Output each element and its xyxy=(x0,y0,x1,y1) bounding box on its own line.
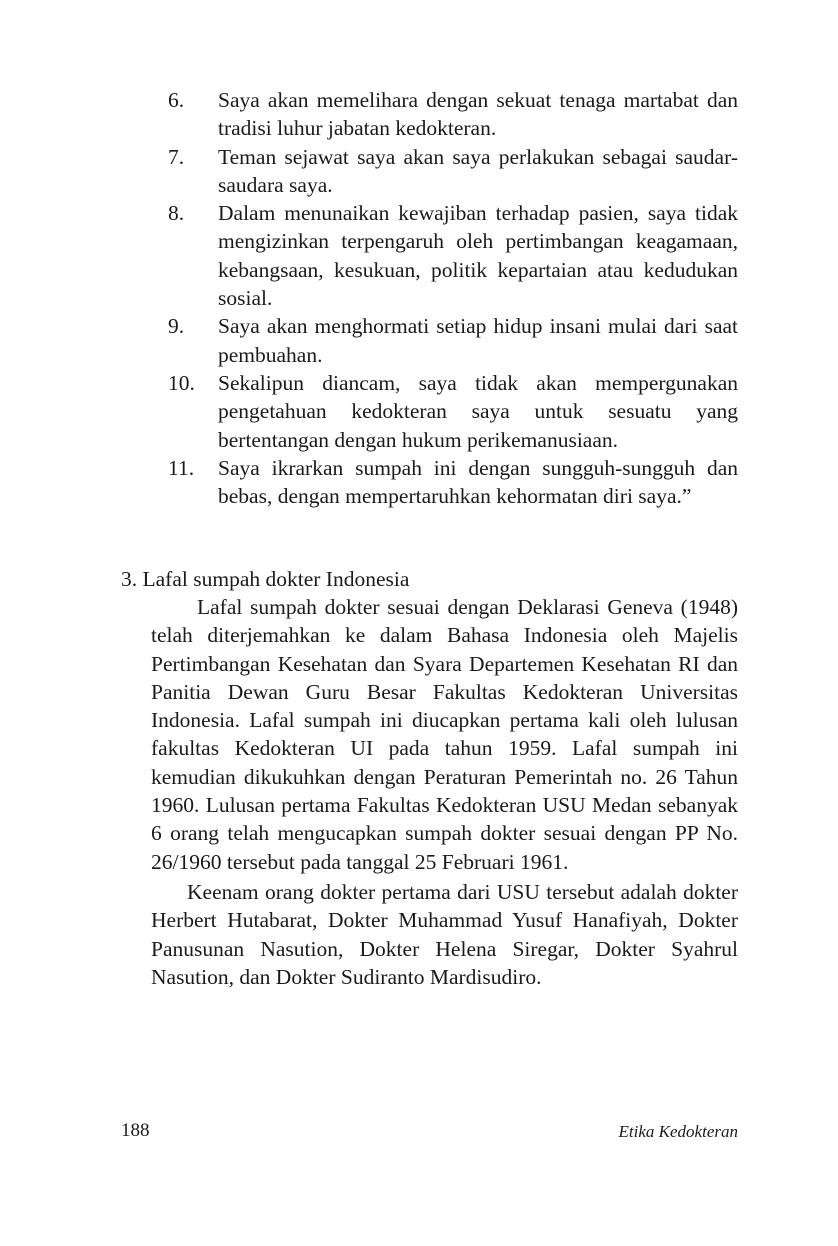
list-item xyxy=(168,86,738,143)
list-item-text: Sekalipun diancam, saya tidak akan mempergunakan pengetahuan kedokteran saya untuk sesuatu yang bertentangan dengan hukum perikemanusiaan. xyxy=(218,370,738,452)
page-number: 188 xyxy=(121,1120,150,1141)
list-item-text: Saya akan memelihara dengan sekuat tenaga martabat dan tradisi luhur jabatan kedokteran. xyxy=(218,88,738,141)
list-item-text: Saya akan menghormati setiap hidup insani mulai dari saat pembuahan. xyxy=(218,314,738,367)
list-item-text: Saya ikrarkan sumpah ini dengan sungguh-sungguh dan bebas, dengan mempertaruhkan kehormatan diri saya.” xyxy=(218,455,738,509)
paragraph: Lafal sumpah dokter sesuai dengan Deklarasi Geneva (1948) telah diterjemahkan ke dalam Bahasa Indonesia oleh Majelis Pertimbangan Kesehatan dan Syara Departemen Kesehatan RI dan Panitia Dewan Guru Besar Fakultas Kedokteran Universitas Indonesia. Lafal sumpah ini diucapkan pertama kali oleh lulusan fakultas Kedokteran UI pada tahun 1959. Lafal sumpah ini kemudian dikukuhkan dengan Peraturan Pemerintah no. 26 Tahun 1960. Lulusan pertama Fakultas Kedokteran USU Medan sebanyak 6 orang telah mengucapkan sumpah dokter sesuai dengan PP No. 26/1960 tersebut pada tanggal 25 Februari 1961. xyxy=(151,595,738,874)
paragraph: Keenam orang dokter pertama dari USU tersebut adalah dokter Herbert Hutabarat, Dokter Muhammad Yusuf Hanafiyah, Dokter Panusunan Nasution, Dokter Helena Siregar, Dokter Syahrul Nasution, dan Dokter Sudiranto Mardisudiro. xyxy=(151,879,738,989)
list-item xyxy=(168,312,738,369)
list-item xyxy=(168,369,738,454)
list-item-number: 9. xyxy=(168,314,185,339)
list-item-number: 8. xyxy=(168,201,185,226)
section-heading: 3. Lafal sumpah dokter Indonesia xyxy=(121,567,410,591)
list-item xyxy=(168,199,738,312)
oath-list xyxy=(168,86,738,510)
running-footer-title: Etika Kedokteran xyxy=(618,1122,738,1141)
list-item-number: 6. xyxy=(168,88,185,112)
list-item-text: Dalam menunaikan kewajiban terhadap pasien, saya tidak mengizinkan terpengaruh oleh pertimbangan keagamaan, kebangsaan, kesukuan, politik kepartaian atau kedudukan sosial. xyxy=(218,201,738,311)
list-item-number: 11. xyxy=(168,455,195,480)
list-item-number: 7. xyxy=(168,144,185,169)
list-item xyxy=(168,143,738,200)
list-item xyxy=(168,454,738,511)
list-item-number: 10. xyxy=(168,370,195,395)
list-item-text: Teman sejawat saya akan saya perlakukan sebagai saudar-saudara saya. xyxy=(218,144,738,197)
section-body xyxy=(151,593,738,991)
